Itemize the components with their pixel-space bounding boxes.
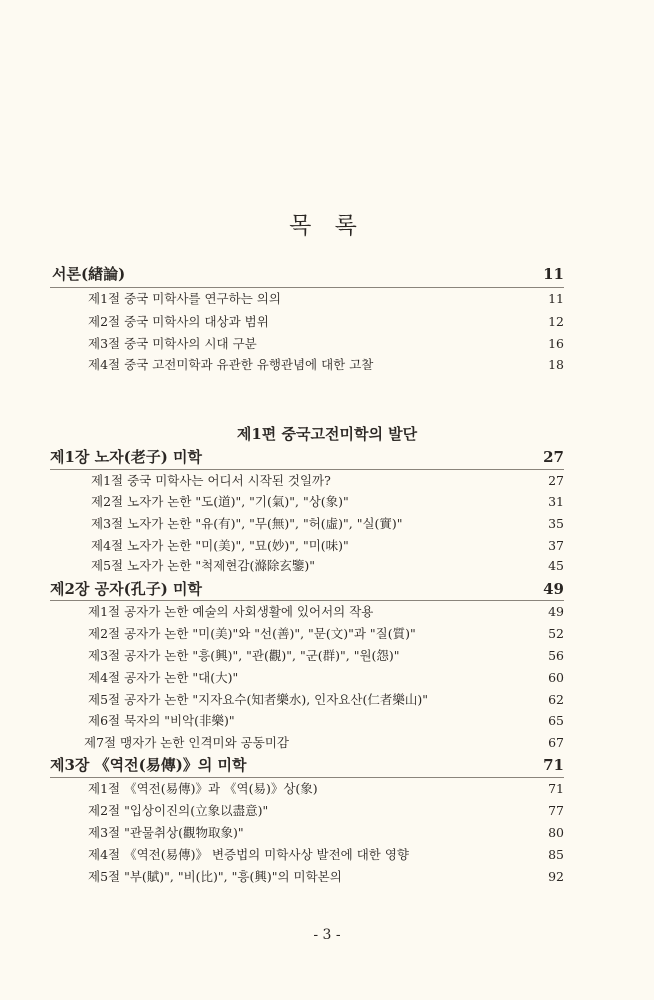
entry-page: 16 bbox=[548, 336, 564, 351]
entry-label: 제2절 "입상이진의(立象以盡意)" bbox=[88, 803, 269, 818]
entry-label: 제5절 "부(賦)", "비(比)", "흥(興)"의 미학본의 bbox=[88, 869, 342, 884]
entry-page: 37 bbox=[548, 538, 564, 553]
chapter-label: 제1장 노자(老子) 미학 bbox=[50, 448, 203, 466]
entry-label: 제1절 《역전(易傳)》과 《역(易)》상(象) bbox=[88, 781, 318, 796]
entry-page: 65 bbox=[548, 713, 564, 728]
entry-page: 49 bbox=[548, 604, 564, 619]
entry-label: 제5절 공자가 논한 "지자요수(知者樂水), 인자요산(仁者樂山)" bbox=[88, 692, 428, 707]
toc-entry[interactable] bbox=[0, 710, 654, 732]
entry-label: 제1절 중국 미학사는 어디서 시작된 것일까? bbox=[91, 473, 331, 488]
entry-label: 제5절 노자가 논한 "척제현감(滌除玄鑒)" bbox=[91, 558, 315, 573]
entry-label: 제3절 중국 미학사의 시대 구분 bbox=[88, 336, 257, 351]
toc-entry[interactable] bbox=[0, 822, 654, 844]
toc-entry[interactable] bbox=[0, 778, 654, 800]
entry-page: 67 bbox=[548, 735, 564, 750]
intro-heading: 서론(緖論) bbox=[52, 265, 126, 283]
chapter-label: 제3장 《역전(易傳)》의 미학 bbox=[50, 756, 247, 774]
toc-entry[interactable] bbox=[0, 535, 654, 557]
entry-label: 제2절 노자가 논한 "도(道)", "기(氣)", "상(象)" bbox=[91, 494, 349, 509]
toc-entry[interactable] bbox=[0, 645, 654, 667]
chapter-label: 제2장 공자(孔子) 미학 bbox=[50, 580, 203, 598]
toc-entry[interactable] bbox=[0, 689, 654, 711]
entry-label: 제6절 묵자의 "비악(非樂)" bbox=[88, 713, 235, 728]
page-title: 목 록 bbox=[289, 213, 365, 239]
entry-label: 제3절 공자가 논한 "흥(興)", "관(觀)", "군(群)", "원(怨)" bbox=[88, 648, 400, 663]
entry-label: 제4절 공자가 논한 "대(大)" bbox=[88, 670, 239, 685]
intro-page: 11 bbox=[543, 265, 564, 283]
entry-label: 제1절 공자가 논한 예술의 사회생활에 있어서의 작용 bbox=[88, 604, 374, 619]
toc-entry[interactable] bbox=[0, 491, 654, 513]
entry-label: 제3절 노자가 논한 "유(有)", "무(無)", "허(虛)", "실(實)" bbox=[91, 516, 403, 531]
chapter-page: 49 bbox=[543, 580, 564, 598]
entry-page: 60 bbox=[548, 670, 564, 685]
page-number: - 3 - bbox=[313, 927, 341, 943]
entry-page: 12 bbox=[548, 314, 564, 329]
entry-page: 45 bbox=[548, 558, 564, 573]
toc-entry[interactable] bbox=[0, 513, 654, 535]
entry-page: 77 bbox=[548, 803, 564, 818]
entry-page: 18 bbox=[548, 357, 564, 372]
entry-page: 62 bbox=[548, 692, 564, 707]
toc-entry[interactable] bbox=[0, 800, 654, 822]
toc-entry[interactable] bbox=[0, 844, 654, 866]
toc-entry[interactable] bbox=[0, 288, 654, 310]
chapter-heading-row[interactable] bbox=[0, 578, 654, 600]
entry-page: 80 bbox=[548, 825, 564, 840]
entry-label: 제1절 중국 미학사를 연구하는 의의 bbox=[88, 291, 281, 306]
entry-page: 27 bbox=[548, 473, 564, 488]
toc-entry[interactable] bbox=[0, 667, 654, 689]
entry-page: 11 bbox=[548, 291, 564, 306]
toc-entry[interactable] bbox=[0, 354, 654, 376]
toc-entry[interactable] bbox=[0, 333, 654, 355]
entry-page: 31 bbox=[548, 494, 564, 509]
chapter-page: 27 bbox=[543, 448, 564, 466]
entry-label: 제7절 맹자가 논한 인격미와 공동미감 bbox=[84, 735, 289, 750]
toc-entry[interactable] bbox=[0, 470, 654, 492]
toc-entry[interactable] bbox=[0, 311, 654, 333]
entry-page: 92 bbox=[548, 869, 564, 884]
intro-heading-row[interactable] bbox=[0, 263, 654, 285]
chapter-heading-row[interactable] bbox=[0, 446, 654, 468]
chapter-heading-row[interactable] bbox=[0, 754, 654, 776]
entry-label: 제2절 공자가 논한 "미(美)"와 "선(善)", "문(文)"과 "질(質)" bbox=[88, 626, 416, 641]
entry-page: 52 bbox=[548, 626, 564, 641]
entry-label: 제4절 중국 고전미학과 유관한 유행관념에 대한 고찰 bbox=[88, 357, 374, 372]
entry-page: 71 bbox=[548, 781, 564, 796]
toc-entry[interactable] bbox=[0, 732, 654, 754]
toc-entry[interactable] bbox=[0, 601, 654, 623]
toc-entry[interactable] bbox=[0, 555, 654, 577]
toc-entry[interactable] bbox=[0, 866, 654, 888]
entry-label: 제4절 《역전(易傳)》 변증법의 미학사상 발전에 대한 영향 bbox=[88, 847, 409, 862]
entry-label: 제3절 "관물취상(觀物取象)" bbox=[88, 825, 244, 840]
entry-page: 85 bbox=[548, 847, 564, 862]
toc-entry[interactable] bbox=[0, 623, 654, 645]
entry-label: 제2절 중국 미학사의 대상과 범위 bbox=[88, 314, 269, 329]
entry-page: 56 bbox=[548, 648, 564, 663]
entry-label: 제4절 노자가 논한 "미(美)", "묘(妙)", "미(味)" bbox=[91, 538, 349, 553]
chapter-page: 71 bbox=[543, 756, 564, 774]
part-heading: 제1편 중국고전미학의 발단 bbox=[236, 425, 418, 443]
entry-page: 35 bbox=[548, 516, 564, 531]
